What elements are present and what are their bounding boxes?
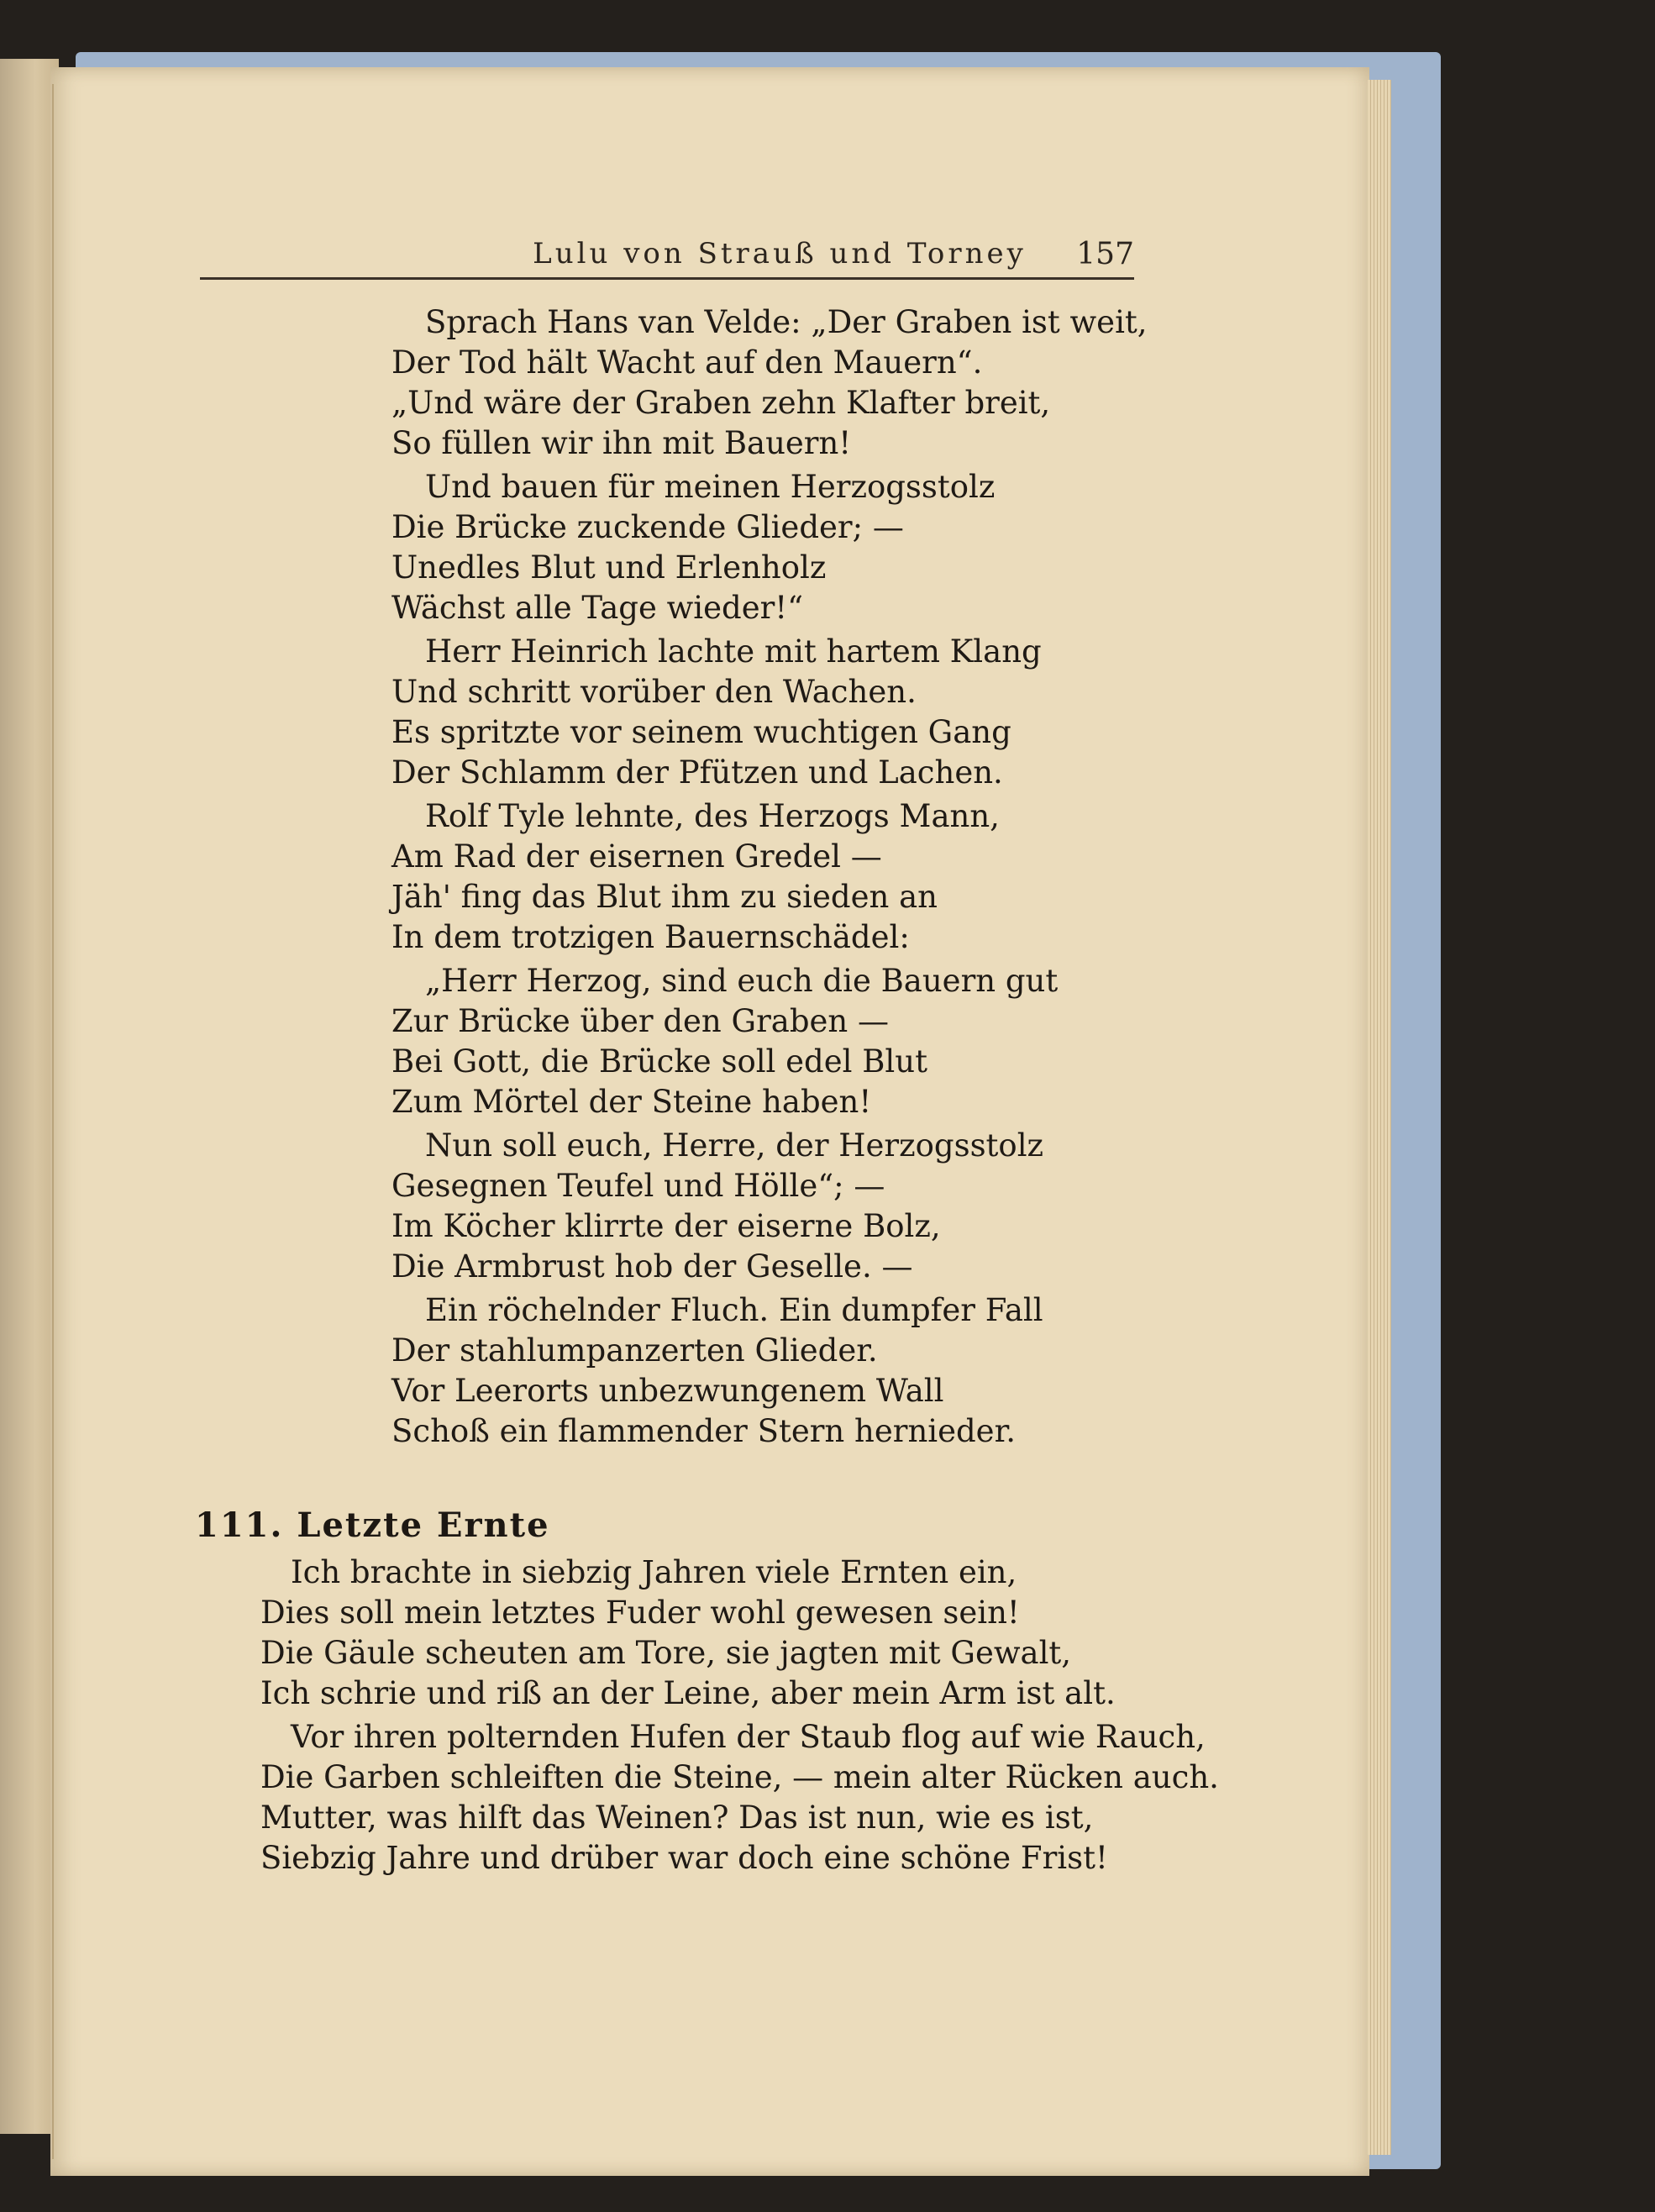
poem-line: Die Armbrust hob der Geselle. — bbox=[391, 1248, 913, 1285]
poem-line: Jäh' fing das Blut ihm zu sieden an bbox=[391, 879, 938, 915]
poem-line: Ein röchelnder Fluch. Ein dumpfer Fall bbox=[425, 1292, 1043, 1328]
poem-line: Der stahlumpanzerten Glieder. bbox=[391, 1332, 878, 1369]
poem-line: Dies soll mein letztes Fuder wohl gewesen sein! bbox=[260, 1595, 1020, 1631]
running-head bbox=[200, 237, 1134, 281]
poem-line: Am Rad der eisernen Gredel — bbox=[391, 838, 882, 875]
poem-line: Der Tod hält Wacht auf den Mauern“. bbox=[391, 344, 983, 381]
poem-line: „Und wäre der Graben zehn Klafter breit, bbox=[391, 385, 1051, 421]
poem-line: Und bauen für meinen Herzogsstolz bbox=[425, 469, 996, 505]
poem-line: Ich brachte in siebzig Jahren viele Ernten ein, bbox=[291, 1554, 1017, 1590]
poem-line: Die Brücke zuckende Glieder; — bbox=[391, 509, 904, 545]
poem-line: Vor ihren polternden Hufen der Staub flog auf wie Rauch, bbox=[291, 1719, 1206, 1755]
poem-line: Gesegnen Teufel und Hölle“; — bbox=[391, 1168, 885, 1204]
poem-line: Ich schrie und riß an der Leine, aber mein Arm ist alt. bbox=[260, 1675, 1116, 1711]
poem-line: Der Schlamm der Pfützen und Lachen. bbox=[391, 754, 1003, 791]
poem-line: Und schritt vorüber den Wachen. bbox=[391, 674, 917, 710]
poem-line: Die Garben schleiften die Steine, — mein alter Rücken auch. bbox=[260, 1759, 1219, 1795]
poem-line: Siebzig Jahre und drüber war doch eine schöne Frist! bbox=[260, 1840, 1108, 1876]
poem-line: Nun soll euch, Herre, der Herzogsstolz bbox=[425, 1127, 1044, 1164]
poem-line: Zur Brücke über den Graben — bbox=[391, 1003, 889, 1039]
running-title: Lulu von Strauß und Torney bbox=[533, 237, 1027, 271]
poem-line: Zum Mörtel der Steine haben! bbox=[391, 1084, 872, 1120]
poem-line: Mutter, was hilft das Weinen? Das ist nun, wie es ist, bbox=[260, 1800, 1094, 1836]
poem-line: Wächst alle Tage wieder!“ bbox=[391, 590, 804, 626]
page-edges bbox=[1368, 80, 1391, 2155]
poem-line: Schoß ein flammender Stern hernieder. bbox=[391, 1413, 1016, 1449]
poem-line: Herr Heinrich lachte mit hartem Klang bbox=[425, 633, 1042, 670]
poem-line: In dem trotzigen Bauernschädel: bbox=[391, 919, 910, 955]
poem-line: Rolf Tyle lehnte, des Herzogs Mann, bbox=[425, 798, 1000, 834]
poem-line: Die Gäule scheuten am Tore, sie jagten mit Gewalt, bbox=[260, 1635, 1072, 1671]
gutter-line bbox=[52, 84, 54, 2159]
poem-line: Bei Gott, die Brücke soll edel Blut bbox=[391, 1043, 927, 1080]
header-rule bbox=[200, 277, 1134, 280]
poem-line: „Herr Herzog, sind euch die Bauern gut bbox=[425, 963, 1059, 999]
poem-line: Im Köcher klirrte der eiserne Bolz, bbox=[391, 1208, 941, 1244]
poem-line: Unedles Blut und Erlenholz bbox=[391, 549, 827, 586]
poem-line: Es spritzte vor seinem wuchtigen Gang bbox=[391, 714, 1011, 750]
poem-line: So füllen wir ihn mit Bauern! bbox=[391, 425, 852, 461]
poem-line: Sprach Hans van Velde: „Der Graben ist weit, bbox=[425, 304, 1148, 340]
poem-heading: 111. Letzte Ernte bbox=[195, 1505, 550, 1545]
page-number: 157 bbox=[1076, 237, 1134, 271]
poem-line: Vor Leerorts unbezwungenem Wall bbox=[391, 1373, 944, 1409]
